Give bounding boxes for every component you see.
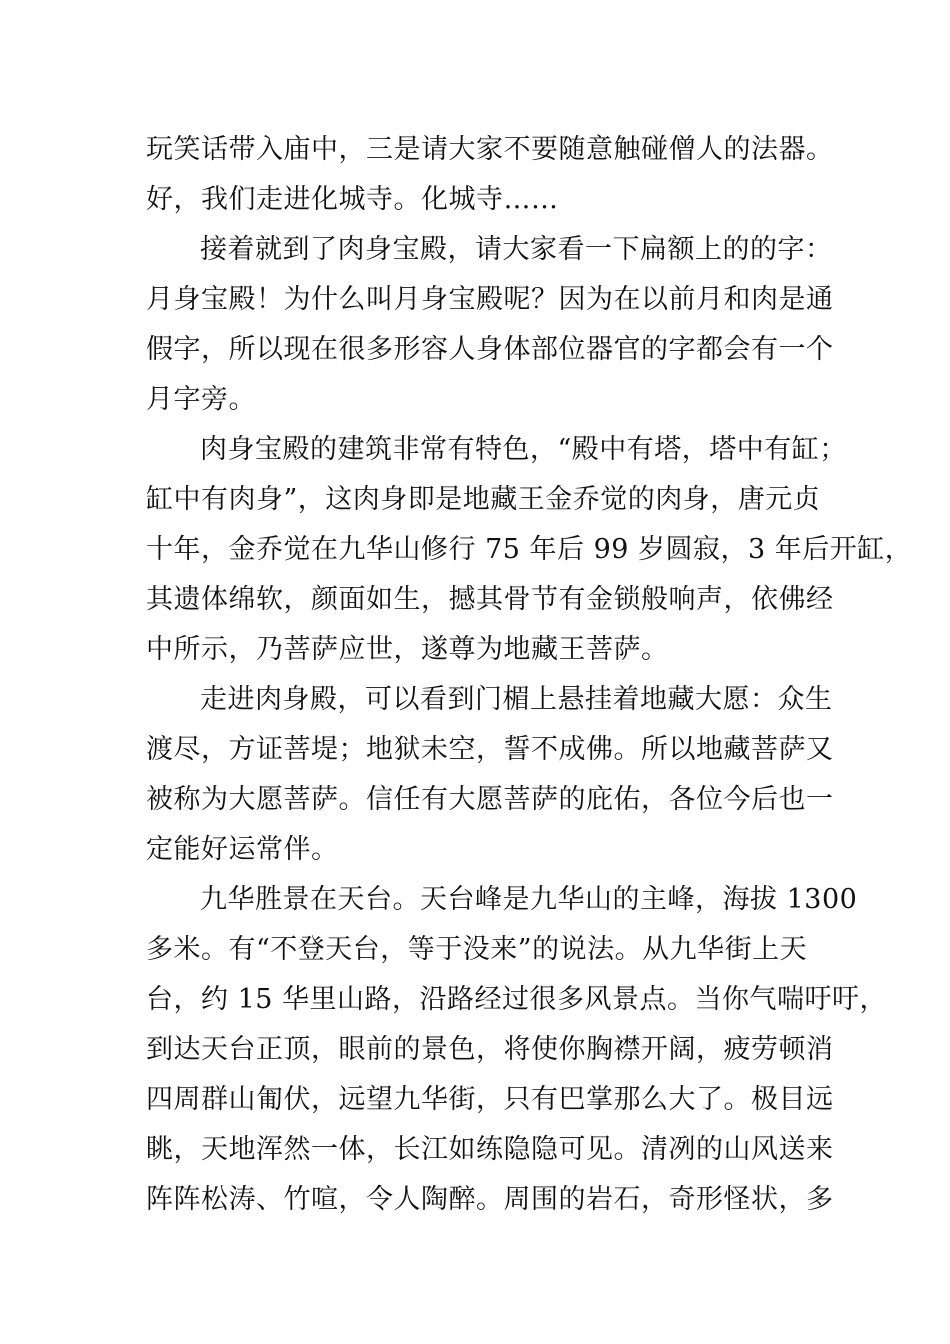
paragraph-2-line-3: 假字，所以现在很多形容人身体部位器官的字都会有一个 bbox=[146, 334, 834, 365]
paragraph-3-line-5: 中所示，乃菩萨应世，遂尊为地藏王菩萨。 bbox=[146, 634, 669, 665]
paragraph-5-line-4: 到达天台正顶，眼前的景色，将使你胸襟开阔，疲劳顿消 bbox=[146, 1034, 834, 1065]
paragraph-3-line-1: 肉身宝殿的建筑非常有特色，“殿中有塔，塔中有缸； bbox=[200, 434, 847, 465]
paragraph-5-line-3: 台，约 15 华里山路，沿路经过很多风景点。当你气喘吁吁， bbox=[146, 984, 888, 1015]
paragraph-2-line-4: 月字旁。 bbox=[146, 384, 256, 415]
paragraph-5-line-2: 多米。有“不登天台，等于没来”的说法。从九华街上天 bbox=[146, 934, 808, 965]
paragraph-5-line-7: 阵阵松涛、竹喧，令人陶醉。周围的岩石，奇形怪状，多 bbox=[146, 1184, 834, 1215]
paragraph-4-line-3: 被称为大愿菩萨。信任有大愿菩萨的庇佑，各位今后也一 bbox=[146, 784, 834, 815]
paragraph-3-line-2: 缸中有肉身”，这肉身即是地藏王金乔觉的肉身，唐元贞 bbox=[146, 484, 821, 515]
paragraph-2-line-1: 接着就到了肉身宝殿，请大家看一下扁额上的的字： bbox=[200, 234, 833, 265]
paragraph-5-line-5: 四周群山匍伏，远望九华街，只有巴掌那么大了。极目远 bbox=[146, 1084, 834, 1115]
paragraph-1-line-1: 玩笑话带入庙中，三是请大家不要随意触碰僧人的法器。 bbox=[146, 134, 834, 165]
paragraph-3-line-4: 其遗体绵软，颜面如生，撼其骨节有金锁般响声，依佛经 bbox=[146, 584, 834, 615]
paragraph-1-line-2: 好，我们走进化城寺。化城寺…… bbox=[146, 184, 559, 215]
paragraph-5-line-6: 眺，天地浑然一体，长江如练隐隐可见。清冽的山风送来 bbox=[146, 1134, 834, 1165]
paragraph-5-line-1: 九华胜景在天台。天台峰是九华山的主峰，海拔 1300 bbox=[200, 884, 858, 915]
paragraph-4-line-2: 渡尽，方证菩堤；地狱未空，誓不成佛。所以地藏菩萨又 bbox=[146, 734, 834, 765]
paragraph-2-line-2: 月身宝殿！为什么叫月身宝殿呢？因为在以前月和肉是通 bbox=[146, 284, 834, 315]
paragraph-4-line-4: 定能好运常伴。 bbox=[146, 834, 339, 865]
paragraph-3-line-3: 十年，金乔觉在九华山修行 75 年后 99 岁圆寂，3 年后开缸， bbox=[146, 534, 913, 565]
paragraph-4-line-1: 走进肉身殿，可以看到门楣上悬挂着地藏大愿：众生 bbox=[200, 684, 833, 715]
